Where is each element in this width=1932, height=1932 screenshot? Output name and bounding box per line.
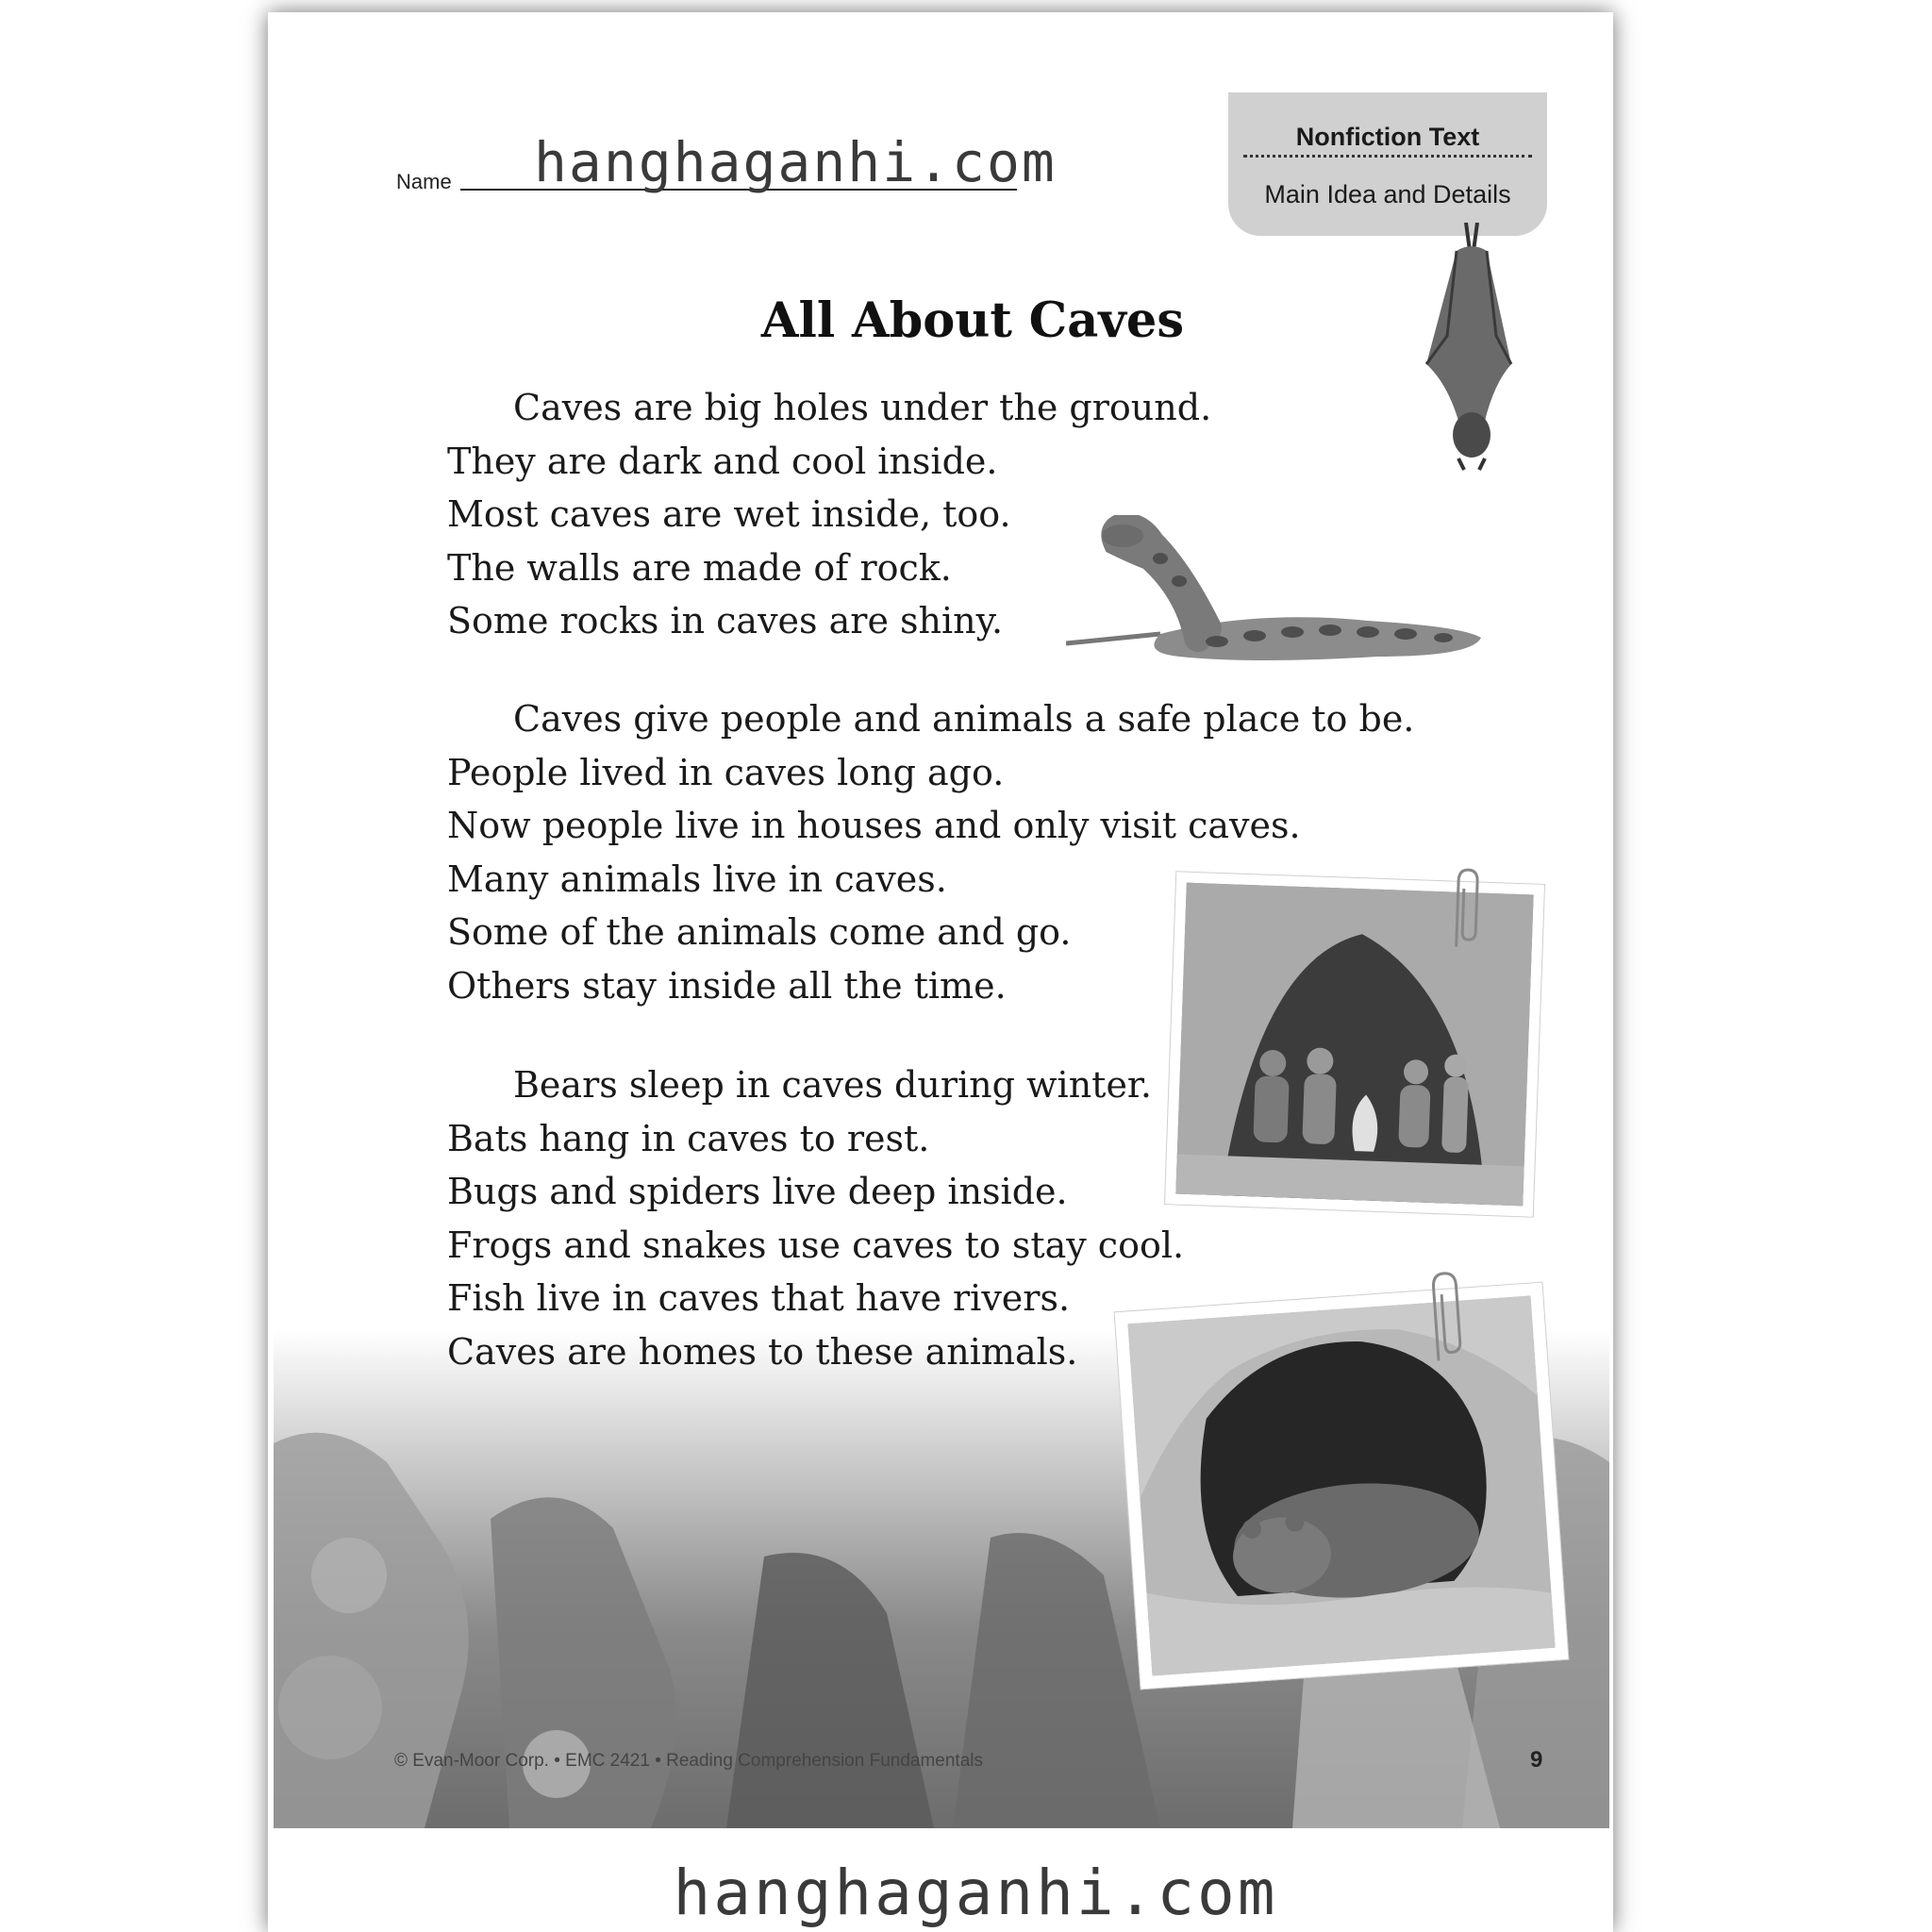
text-line: Caves give people and animals a safe place to be. (513, 698, 1415, 740)
text-line: They are dark and cool inside. (447, 440, 998, 482)
text-line: Caves are big holes under the ground. (513, 387, 1212, 428)
name-label: Name (396, 170, 452, 193)
tab-divider (1243, 155, 1532, 158)
watermark-top: hanghaganhi.com (534, 130, 1057, 194)
tab-category: Nonfiction Text (1295, 123, 1480, 151)
page-number: 9 (1530, 1747, 1543, 1773)
watermark-bottom: hanghaganhi.com (673, 1857, 1278, 1929)
page-title: All About Caves (760, 292, 1185, 349)
text-line: Some rocks in caves are shiny. (447, 600, 1004, 641)
text-line: People lived in caves long ago. (447, 751, 1005, 793)
text-line: Now people live in houses and only visit caves. (447, 805, 1301, 846)
text-line: Bears sleep in caves during winter. (513, 1064, 1153, 1106)
snake-photo (1066, 515, 1491, 685)
text-line: Others stay inside all the time. (447, 964, 1007, 1007)
text-line: Many animals live in caves. (447, 858, 947, 900)
text-line: Caves are homes to these animals. (447, 1330, 1078, 1373)
text-line: The walls are made of rock. (447, 546, 952, 589)
text-line: Most caves are wet inside, too. (447, 493, 1011, 535)
category-tab (1228, 92, 1547, 236)
footer-credit: © Evan-Moor Corp. • EMC 2421 • Reading Comprehension Fundamentals (394, 1751, 983, 1771)
paper-clip-icon (1423, 1269, 1467, 1366)
text-line: Bugs and spiders live deep inside. (447, 1171, 1068, 1212)
text-line: Frogs and snakes use caves to stay cool. (447, 1224, 1185, 1266)
text-line: Some of the animals come and go. (447, 911, 1072, 953)
tab-skill: Main Idea and Details (1264, 180, 1511, 208)
bear-in-cave-photo (1114, 1282, 1570, 1690)
text-line: Fish live in caves that have rivers. (447, 1277, 1071, 1319)
paper-clip-icon (1447, 865, 1484, 951)
text-line: Bats hang in caves to rest. (447, 1117, 930, 1159)
